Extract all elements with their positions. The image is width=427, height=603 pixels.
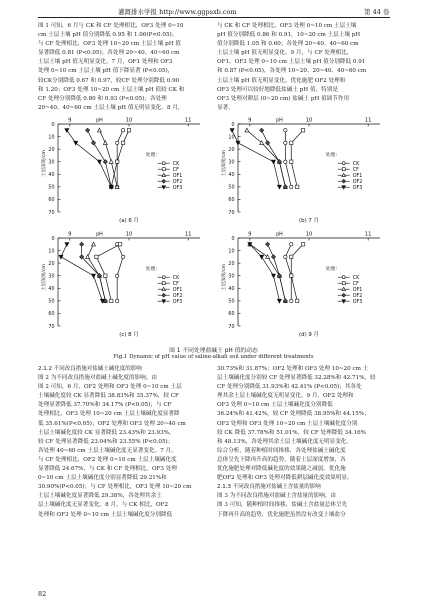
x-tick-label: 11 xyxy=(184,117,192,124)
text-line: 与 CF 处理相比，OF3 处理 10~20 cm 土层土壤 pH 值 xyxy=(38,41,181,48)
series-line-of1 xyxy=(247,130,285,187)
series-line-cf xyxy=(291,130,303,187)
legend-title: 处理： xyxy=(325,153,341,159)
series-line-of2 xyxy=(268,244,286,301)
legend-marker xyxy=(342,168,345,171)
y-tick-label: 10 xyxy=(48,135,55,141)
x-tick-label: 10 xyxy=(305,231,313,238)
right-column-bottom xyxy=(217,365,389,520)
data-point-cf xyxy=(110,299,113,302)
data-point-ck xyxy=(115,141,118,144)
data-point-of3 xyxy=(92,274,96,278)
text-line: CF 处理分别降低 31.93%和 42.41% (P<0.05)；其各处 xyxy=(217,384,362,391)
data-point-of3 xyxy=(65,243,69,247)
y-tick-label: 10 xyxy=(228,249,235,255)
y-tick-label: 0 xyxy=(51,236,55,242)
y-tick-label: 10 xyxy=(48,249,55,255)
series-line-of2 xyxy=(82,244,106,301)
legend-marker xyxy=(342,179,346,183)
data-point-ck xyxy=(115,299,118,302)
data-point-of2 xyxy=(80,242,84,246)
data-point-ck xyxy=(284,129,287,132)
legend-label: OF2 xyxy=(352,294,363,299)
legend-marker xyxy=(162,168,165,171)
legend-label: OF3 xyxy=(172,300,183,305)
text-line: 较 CK 降低 37.78%和 51.01%，较 CF 处理降低 34.16% xyxy=(217,429,366,436)
data-point-cf xyxy=(121,141,124,144)
legend-label: CF xyxy=(172,282,179,287)
text-line: 值分别降低 1.05 和 0.60；各处理 20~40、40~60 cm xyxy=(217,41,359,48)
series-line-of2 xyxy=(88,130,112,187)
data-point-of1 xyxy=(245,128,249,132)
text-line: 处理 0~10 cm 土层土壤 pH 值下降显著 (P<0.05)， xyxy=(38,68,174,75)
data-point-of3 xyxy=(277,299,281,303)
text-line: 与 CF 处理相比，OF2 处理 0~10 cm 土层土壤碱化度 xyxy=(38,456,177,463)
legend-label: CK xyxy=(352,162,360,167)
text-line: 显著降低 24.67%，与 CK 和 CF 处理相比，OF3 处理 xyxy=(38,466,177,473)
legend-label: OF1 xyxy=(172,288,183,293)
y-tick-label: 40 xyxy=(228,173,235,179)
y-tick-label: 50 xyxy=(228,185,235,191)
data-point-ck xyxy=(290,185,293,188)
y-axis-title: 土层深度/cm xyxy=(42,150,47,178)
data-point-cf xyxy=(290,160,293,163)
text-line: 土层土壤 pH 值无明显变化。7 月，OF1 处理和 OF3 xyxy=(38,59,173,66)
text-line: OF1、OF3 处理 0~10 cm 土层土壤 pH 值分别降低 0.91 xyxy=(217,59,366,66)
data-point-cf xyxy=(290,274,293,277)
data-point-cf xyxy=(127,129,130,132)
series-line-of3 xyxy=(232,130,279,187)
legend-marker xyxy=(342,282,345,285)
x-tick-label: 10 xyxy=(125,117,133,124)
data-point-of3 xyxy=(260,255,264,259)
y-tick-label: 0 xyxy=(231,122,235,128)
data-point-of1 xyxy=(97,128,101,132)
data-point-of2 xyxy=(260,128,264,132)
data-point-of2 xyxy=(265,242,269,246)
y-tick-label: 60 xyxy=(228,312,235,318)
data-point-of1 xyxy=(109,160,113,164)
series-line-of3 xyxy=(67,130,111,187)
legend-marker xyxy=(342,293,346,297)
text-line: 层土壤碱化度无显著变化。8 月，与 CK 相比，OF2 xyxy=(38,502,169,509)
y-tick-label: 60 xyxy=(48,312,55,318)
legend-marker xyxy=(342,162,345,165)
data-point-of3 xyxy=(272,160,276,164)
text-line: 优化施肥处理对降低碱化度的效果随之减弱，优化施 xyxy=(217,466,346,473)
panel-label: (c) 8 月 xyxy=(119,332,139,338)
text-line: 图 2 可知，6 月，OF2 处理和 OF3 处理 0~10 cm 土层 xyxy=(38,384,182,391)
text-line: 显著。 xyxy=(217,104,234,111)
header-rule xyxy=(38,17,390,18)
y-tick-label: 60 xyxy=(48,198,55,204)
series-line-cf xyxy=(111,130,129,187)
legend-marker xyxy=(162,276,165,279)
text-line: 36.24%和 41.42%，较 CF 处理降低 38.95%和 44.15%； xyxy=(217,411,370,418)
data-point-of1 xyxy=(86,255,90,259)
series-line-of3 xyxy=(250,244,280,301)
legend-title: 处理： xyxy=(325,267,341,273)
legend-label: OF3 xyxy=(352,186,363,191)
left-column-top xyxy=(38,22,210,113)
series-line-of1 xyxy=(250,244,285,301)
legend-label: CF xyxy=(352,168,359,173)
data-point-of2 xyxy=(103,160,107,164)
legend-marker xyxy=(162,293,166,297)
text-line: 土层土壤碱化度较 CK 显著降低 23.43%和 23.93%， xyxy=(38,429,175,436)
text-line: 图 2 为不同改良措施对盐碱土碱化度的影响。由 xyxy=(38,375,157,382)
y-tick-label: 60 xyxy=(228,198,235,204)
legend-label: OF2 xyxy=(172,294,183,299)
text-line: 理其余土层土壤碱化度无明显变化。9 月，OF2 处理和 xyxy=(217,393,354,400)
data-point-ck xyxy=(115,274,118,277)
y-axis-title: 土层深度/cm xyxy=(42,264,47,292)
x-tick-label: 11 xyxy=(184,231,192,238)
journal-header-left: 灌溉排水学报 http://www.ggpsxb.com xyxy=(118,8,237,16)
text-line: 综合分析，随着种植时间推移，各处理盐碱土碱化度 xyxy=(217,447,346,454)
data-point-of1 xyxy=(266,255,270,259)
data-point-ck xyxy=(284,255,287,258)
x-axis-title: pH xyxy=(96,118,103,124)
data-point-cf xyxy=(301,129,304,132)
legend-label: OF2 xyxy=(172,180,183,185)
legend-title: 处理： xyxy=(145,267,161,273)
text-line: 处理相比，OF3 处理 10~20 cm 土层土壤碱化度显著降 xyxy=(38,411,180,418)
data-point-of1 xyxy=(103,141,107,145)
y-tick-label: 0 xyxy=(51,122,55,128)
data-point-cf xyxy=(295,185,298,188)
text-line: 30.73%和 31.87%；OF2 处理和 OF3 处理 10~20 cm 土 xyxy=(217,366,369,372)
data-point-cf xyxy=(115,160,118,163)
text-line: 层土壤碱化度分别较 CF 处理显著降低 32.28%和 42.71%，较 xyxy=(217,375,376,382)
y-tick-label: 20 xyxy=(228,261,235,267)
text-line: cm 土层土壤 pH 值分别降低 0.95 和 1.06(P<0.05)； xyxy=(38,32,178,39)
legend-label: OF3 xyxy=(172,186,183,191)
text-line: 总体呈先下降再升高的趋势，随着土层深度增加，各 xyxy=(217,456,346,463)
series-line-cf xyxy=(96,244,120,301)
series-line-of2 xyxy=(262,130,286,187)
data-point-of3 xyxy=(272,274,276,278)
text-line: 较CK分别降低 0.67 和 0.97，较CF 处理分别降低 0.90 xyxy=(38,77,180,84)
data-point-of1 xyxy=(92,242,96,246)
data-point-of2 xyxy=(271,255,275,259)
legend-label: OF1 xyxy=(352,174,363,179)
figure-caption-en: Fig.1 Dynamic of pH value of saline-alkali soil under different treatments xyxy=(113,354,314,360)
x-tick-label: 9 xyxy=(68,231,72,238)
legend-title: 处理： xyxy=(145,153,161,159)
data-point-ck xyxy=(121,255,124,258)
data-point-cf xyxy=(104,274,107,277)
y-tick-label: 70 xyxy=(228,324,235,330)
legend-label: CK xyxy=(172,276,180,281)
x-tick-label: 10 xyxy=(125,231,133,238)
text-line: 下降再升高的趋势，优化施肥虽然没有改变土壤盐分 xyxy=(217,511,346,518)
x-tick-label: 9 xyxy=(248,231,252,238)
y-tick-label: 0 xyxy=(231,236,235,242)
y-tick-label: 30 xyxy=(48,160,55,166)
series-line-of1 xyxy=(99,130,117,187)
text-line: 图 3 可知，随种植时间推移，盐碱土含盐量总体呈先 xyxy=(217,502,348,509)
text-line: OF3 处理可以较好地降低盐碱土 pH 值，特别是 xyxy=(217,86,338,93)
data-point-of3 xyxy=(236,141,240,145)
data-point-ck xyxy=(284,141,287,144)
data-point-cf xyxy=(290,255,293,258)
y-tick-label: 20 xyxy=(48,261,55,267)
text-line: 与 CK 和 CF 处理相比，OF3 处理 0~10 cm 土层土壤 xyxy=(217,23,357,29)
data-point-ck xyxy=(121,129,124,132)
x-axis-title: pH xyxy=(96,232,103,238)
text-line: 图 1 可知，6 月与 CK 和 CF 处理相比，OF3 处理 0~10 xyxy=(38,23,184,29)
text-line: 肥OF2 处理和 OF3 处理对降低耕层碱化度效果明显。 xyxy=(217,475,353,482)
x-tick-label: 9 xyxy=(248,117,252,124)
data-point-ck xyxy=(290,299,293,302)
text-line: 显著降低 0.81 (P<0.05)；各处理 20~40、40~60 cm xyxy=(38,50,180,57)
data-point-of2 xyxy=(265,141,269,145)
y-axis-title: 土层深度/cm xyxy=(222,150,227,178)
series-line-ck xyxy=(285,130,291,187)
text-line: 和 0.87 (P<0.05)，各处理 10~20、20~40、40~60 cm xyxy=(217,68,367,75)
text-line: OF3 处理对耕层 (0~20 cm) 盐碱土 pH 值调节作用 xyxy=(217,95,350,102)
legend-marker xyxy=(342,276,345,279)
y-tick-label: 30 xyxy=(228,274,235,280)
series-line-ck xyxy=(117,244,123,301)
data-point-cf xyxy=(118,243,121,246)
y-tick-label: 50 xyxy=(48,299,55,305)
section-heading: 2.1.2 不同改良措施对盐碱土碱化度的影响 xyxy=(38,366,142,372)
y-tick-label: 40 xyxy=(48,173,55,179)
data-point-of3 xyxy=(230,129,234,133)
text-line: 处理和 OF3 处理 0~10 cm 土层土壤碱化度分别降低 xyxy=(38,511,173,518)
volume-label: 第 44 卷 xyxy=(364,8,390,16)
y-tick-label: 30 xyxy=(228,160,235,166)
x-tick-label: 9 xyxy=(68,117,72,124)
text-line: 30.90%(P<0.05)；与 CF 处理相比，OF3 处理 10~20 cm xyxy=(38,484,192,491)
text-line: 和 48.13%，各处理其余土层土壤碱化度无明显变化。 xyxy=(217,438,352,445)
y-tick-label: 50 xyxy=(228,299,235,305)
page-number: 82 xyxy=(38,590,47,598)
series-line-ck xyxy=(285,244,291,301)
legend-label: CF xyxy=(172,168,179,173)
x-axis-title: pH xyxy=(276,118,283,124)
y-tick-label: 70 xyxy=(228,210,235,216)
text-line: 和 1.20；OF3 处理 10~20 cm 土层土壤 pH 值较 CK 和 xyxy=(38,86,185,93)
data-point-of2 xyxy=(91,141,95,145)
text-line: OF3 处理 0~10 cm 土层土壤碱化度分别降低 xyxy=(217,402,333,409)
text-line: OF2 处理和 OF3 处理 10~20 cm 土层土壤碱化度分别 xyxy=(217,420,358,427)
x-axis-title: pH xyxy=(276,232,283,238)
text-line: 0~10 cm 土层土壤碱化度分别显著降低 29.21%和 xyxy=(38,475,167,482)
y-tick-label: 20 xyxy=(228,147,235,153)
section-heading: 2.1.3 不同改良措施对盐碱土含盐量的影响 xyxy=(217,484,321,491)
text-line: 土壤碱化度较 CK 显著降低 38.83%和 35.37%，较 CF xyxy=(38,393,179,400)
legend-label: OF1 xyxy=(172,174,183,179)
data-point-cf xyxy=(301,243,304,246)
x-tick-label: 10 xyxy=(305,117,313,124)
text-line: 土层土壤 pH 值无明显变化。9 月，与 CF 处理相比， xyxy=(217,50,353,57)
legend-label: OF2 xyxy=(352,180,363,185)
text-line: pH 值分别降低 0.86 和 0.91，10~20 cm 土层土壤 pH xyxy=(217,32,361,39)
legend-marker xyxy=(162,162,165,165)
x-tick-label: 11 xyxy=(364,231,372,238)
legend-label: CK xyxy=(352,276,360,281)
legend-marker xyxy=(162,282,165,285)
y-tick-label: 10 xyxy=(228,135,235,141)
legend-marker xyxy=(162,179,166,183)
data-point-of3 xyxy=(277,185,281,189)
right-column-top xyxy=(217,22,389,113)
y-tick-label: 20 xyxy=(48,147,55,153)
data-point-of2 xyxy=(85,128,89,132)
panel-label: (b) 7 月 xyxy=(299,218,319,224)
figure-caption-cn: 图 1 不同处理盐碱土 pH 值的动态 xyxy=(169,348,258,354)
y-tick-label: 40 xyxy=(48,287,55,293)
text-line: 低 35.61%(P<0.05)；OF2 处理和 OF3 处理 20~40 cm xyxy=(38,420,186,427)
text-line: 处理显著降低 37.70%和 34.17% (P<0.05)；与 CF xyxy=(38,402,172,409)
y-tick-label: 50 xyxy=(48,185,55,191)
panel-label: (a) 6 月 xyxy=(119,218,139,224)
data-point-cf xyxy=(290,141,293,144)
left-column-bottom xyxy=(38,365,210,520)
text-line: 各处理 40~60 cm 土层土壤碱化度无显著变化。7 月， xyxy=(38,447,177,454)
y-tick-label: 30 xyxy=(48,274,55,280)
legend-label: CF xyxy=(352,282,359,287)
y-tick-label: 70 xyxy=(48,210,55,216)
text-line: 土层土壤碱化度显著降低 29.38%，各处理其余土 xyxy=(38,493,162,500)
legend-label: OF3 xyxy=(352,300,363,305)
y-tick-label: 70 xyxy=(48,324,55,330)
text-line: 土层土壤 pH 值无明显变化。优化施肥 OF2 处理和 xyxy=(217,77,346,84)
y-tick-label: 40 xyxy=(228,287,235,293)
text-line: 图 3 为不同改良措施对盐碱土含盐量的影响。由 xyxy=(217,493,336,500)
data-point-ck xyxy=(290,243,293,246)
data-point-cf xyxy=(95,255,98,258)
figure-1 xyxy=(38,112,390,340)
legend-label: CK xyxy=(172,162,180,167)
text-line: 20~40、40~60 cm 土层土壤 pH 值无明显变化。8 月， xyxy=(38,104,184,111)
data-point-cf xyxy=(295,299,298,302)
x-tick-label: 11 xyxy=(364,117,372,124)
legend-label: OF1 xyxy=(352,288,363,293)
text-line: CF 处理分别降低 0.80 和 0.93 (P<0.05)；各处理 xyxy=(38,95,167,102)
panel-label: (d) 9 月 xyxy=(299,332,319,338)
y-axis-title: 土层深度/cm xyxy=(222,264,227,292)
series-line-cf xyxy=(291,244,303,301)
text-line: 较 CF 处理显著降低 23.04%和 23.55% (P<0.05)； xyxy=(38,438,174,445)
data-point-ck xyxy=(284,160,287,163)
data-point-of3 xyxy=(97,160,101,164)
data-point-of3 xyxy=(59,255,63,259)
